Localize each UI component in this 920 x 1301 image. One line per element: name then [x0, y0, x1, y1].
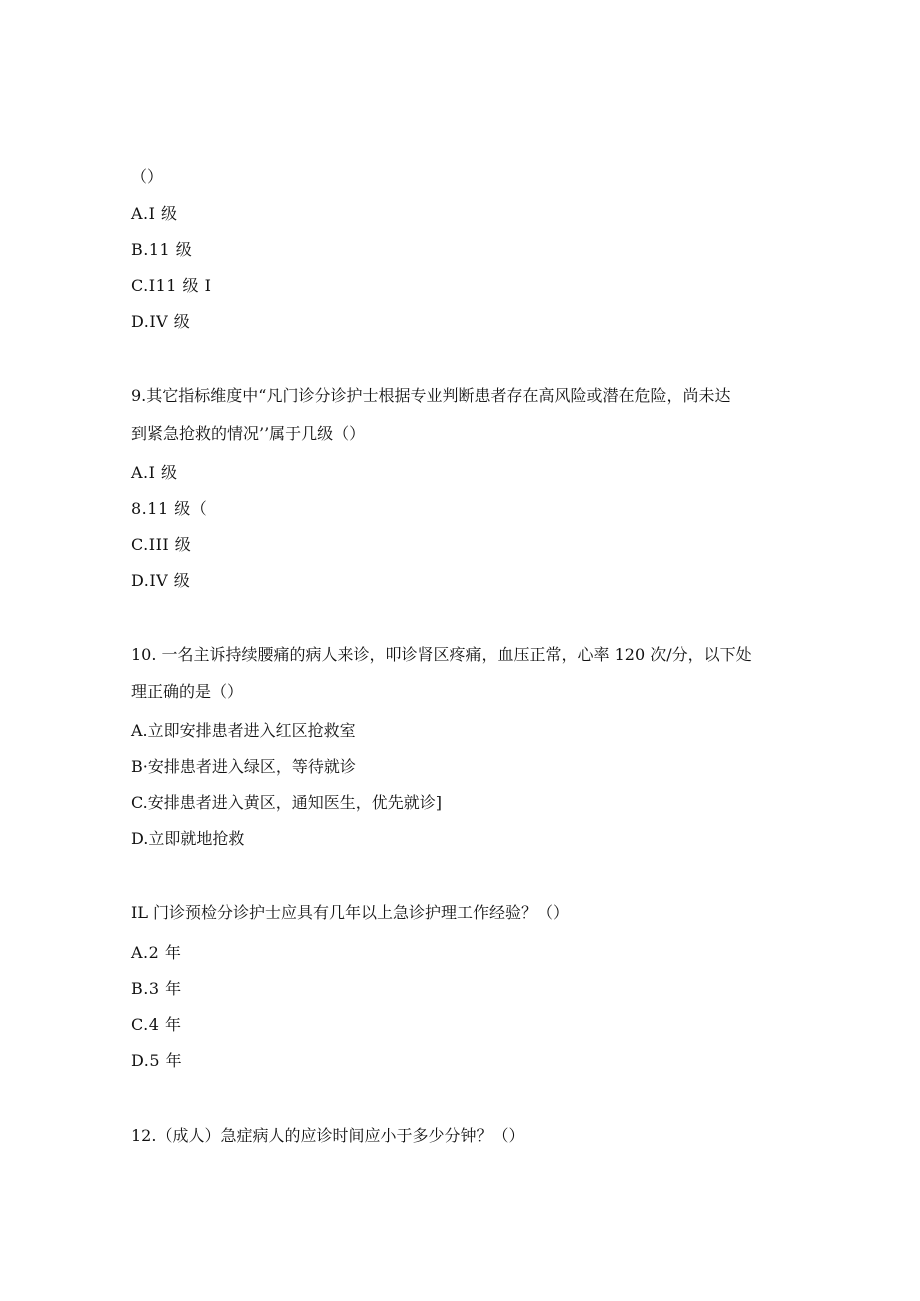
- question-11: IL 门诊预检分诊护士应具有几年以上急诊护理工作经验？（）: [131, 903, 570, 922]
- q9-option-b: 8.11 级（: [131, 499, 208, 518]
- q9-option-d: D.IV 级: [131, 571, 191, 590]
- question-8-blank: （）: [131, 167, 164, 186]
- q11-option-c: C.4 年: [131, 1015, 182, 1034]
- q11-option-b: B.3 年: [131, 979, 182, 998]
- question-10-line-2: 理正确的是（）: [131, 682, 244, 701]
- q11-option-d: D.5 年: [131, 1051, 183, 1070]
- question-10-line-1: 10. 一名主诉持续腰痛的病人来诊，叩诊肾区疼痛，血压正常，心率 120 次/分，以下处: [131, 645, 752, 664]
- q8-option-d: D.IV 级: [131, 312, 191, 331]
- q8-option-a: A.I 级: [131, 204, 178, 223]
- question-9-line-1: 9.其它指标维度中“凡门诊分诊护士根据专业判断患者存在高风险或潜在危险，尚未达: [131, 386, 731, 405]
- q8-option-b: B.11 级: [131, 240, 193, 259]
- q8-option-c: C.I11 级 I: [131, 276, 212, 295]
- q10-option-b: B·安排患者进入绿区，等待就诊: [131, 757, 356, 776]
- q10-option-c: C.安排患者进入黄区，通知医生，优先就诊]: [131, 793, 443, 812]
- q9-option-a: A.I 级: [131, 463, 178, 482]
- q9-option-c: C.III 级: [131, 535, 192, 554]
- q10-option-a: A.立即安排患者进入红区抢救室: [131, 721, 356, 740]
- question-12: 12.（成人）急症病人的应诊时间应小于多少分钟？（）: [131, 1126, 525, 1145]
- q11-option-a: A.2 年: [131, 943, 182, 962]
- q10-option-d: D.立即就地抢救: [131, 829, 245, 848]
- question-9-line-2: 到紧急抢救的情况’’属于几级（）: [131, 424, 366, 443]
